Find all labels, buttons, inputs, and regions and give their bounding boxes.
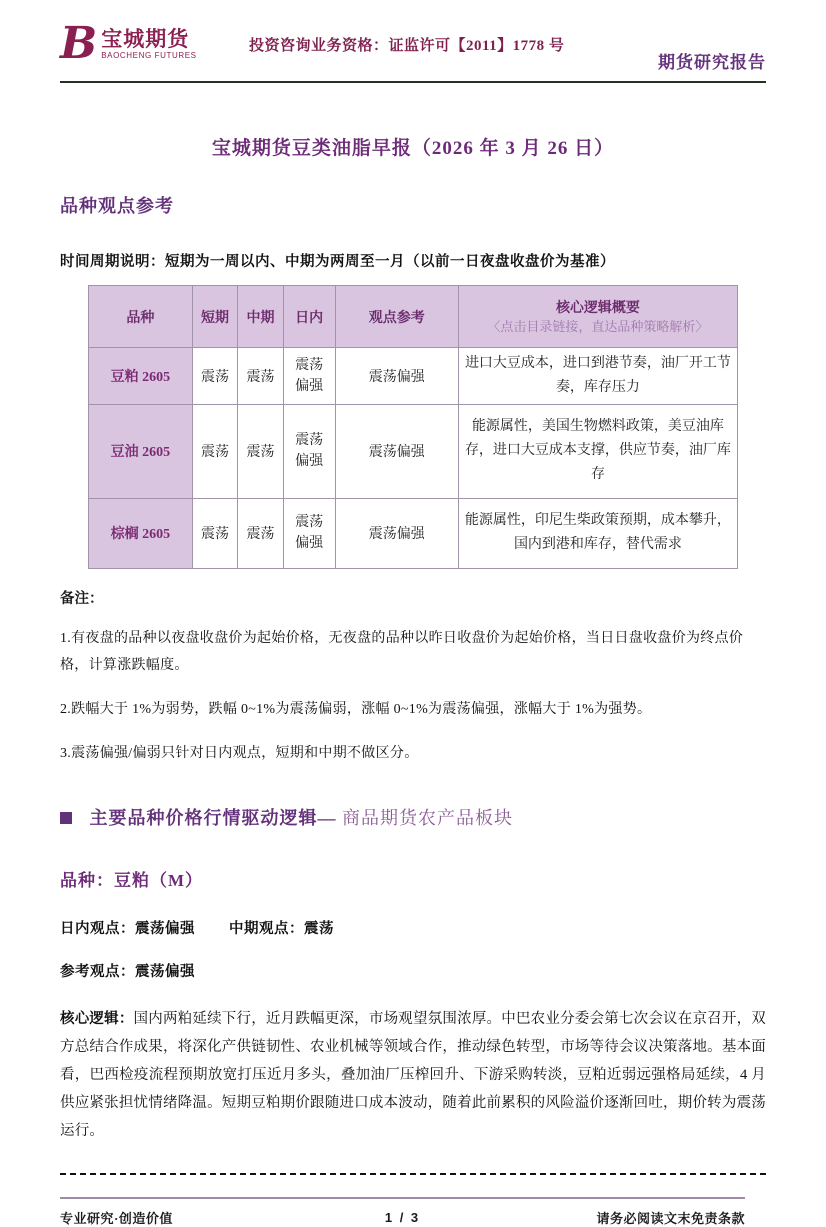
logic-header-title: 核心逻辑概要 [555, 300, 640, 316]
section-heading-views: 品种观点参考 [60, 196, 174, 216]
square-bullet-icon [60, 812, 72, 824]
cell-variety: 棕榈 2605 [89, 498, 193, 568]
remark-item-2: 2.跌幅大于 1%为弱势，跌幅 0~1%为震荡偏弱，涨幅 0~1%为震荡偏强，涨幅大于 1%为强势。 [60, 702, 652, 718]
mid-view-value: 震荡 [304, 920, 334, 937]
table-header-row [89, 286, 738, 348]
reference-value: 震荡偏强 [135, 963, 195, 980]
col-header-intraday: 日内 [283, 286, 335, 348]
cell-short: 震荡 [192, 404, 237, 498]
report-header [60, 18, 766, 73]
intraday-view-value: 震荡偏强 [135, 920, 195, 937]
logo-name-cn: 宝城期货 [101, 27, 190, 51]
reference-line [60, 960, 766, 981]
report-title: 宝城期货豆类油脂早报（2026 年 3 月 26 日） [211, 138, 615, 159]
footer-disclaimer-note: 请务必阅读文末免责条款 [596, 1210, 746, 1226]
page-footer [60, 1208, 745, 1227]
footer-slogan: 专业研究·创造价值 [60, 1210, 173, 1226]
col-header-variety: 品种 [89, 286, 193, 348]
cell-view: 震荡偏强 [335, 498, 458, 568]
company-logo [60, 18, 235, 69]
cell-variety: 豆油 2605 [89, 404, 193, 498]
variety-heading: 品种：豆粕（M） [60, 870, 204, 890]
views-table [88, 285, 738, 569]
col-header-logic [458, 286, 737, 348]
col-header-short: 短期 [192, 286, 237, 348]
mid-view-label: 中期观点： [229, 920, 304, 937]
report-type-label: 期货研究报告 [658, 53, 766, 72]
views-line [60, 917, 766, 938]
cell-mid: 震荡 [238, 498, 283, 568]
table-row [89, 348, 738, 405]
cell-view: 震荡偏强 [335, 404, 458, 498]
remark-item-1: 1.有夜盘的品种以夜盘收盘价为起始价格，无夜盘的品种以昨日收盘价为起始价格，当日日盘收盘价为终点价格，计算涨跌幅度。 [60, 630, 744, 673]
cell-intraday: 震荡偏强 [283, 404, 335, 498]
logo-name-en: BAOCHENG FUTURES [101, 51, 197, 60]
header-divider [60, 81, 766, 83]
table-row [89, 498, 738, 568]
dashed-divider [60, 1173, 766, 1175]
cell-intraday: 震荡偏强 [283, 498, 335, 568]
reference-label: 参考观点： [60, 963, 135, 980]
table-row [89, 404, 738, 498]
cell-mid: 震荡 [238, 404, 283, 498]
remarks-label: 备注： [60, 590, 104, 607]
core-logic-text: 国内两粕延续下行，近月跌幅更深，市场观望氛围浓厚。中巴农业分委会第七次会议在京召开，双方总结合作成果，将深化产供链韧性、农业机械等领域合作，推动绿色转型，市场等待会议决策落地。基本面看，巴西检疫流程预期放宽打压近月多头，叠加油厂压榨回升、下游采购转淡，豆粕近弱远强格局延续，4 月供应紧张担忧情绪降温。短期豆粕期价跟随进口成本波动，随着此前累积的风险溢价逐渐回吐，期价转为震荡运行。 [60, 1010, 766, 1139]
logo-text [101, 27, 196, 61]
cell-intraday: 震荡偏强 [283, 348, 335, 405]
remark-item-3: 3.震荡偏强/偏弱只针对日内观点，短期和中期不做区分。 [60, 746, 419, 762]
cell-view: 震荡偏强 [335, 348, 458, 405]
section-heading-light: 商品期货农产品板块 [342, 807, 513, 828]
cell-variety: 豆粕 2605 [89, 348, 193, 405]
qualification-text: 投资咨询业务资格：证监许可【2011】1778 号 [249, 38, 565, 54]
core-logic-paragraph [60, 1005, 766, 1145]
cell-logic: 进口大豆成本，进口到港节奏，油厂开工节奏，库存压力 [458, 348, 737, 405]
intraday-view-label: 日内观点： [60, 920, 135, 937]
cell-short: 震荡 [192, 348, 237, 405]
cell-short: 震荡 [192, 498, 237, 568]
col-header-view: 观点参考 [335, 286, 458, 348]
cell-logic: 能源属性，印尼生柴政策预期，成本攀升，国内到港和库存，替代需求 [458, 498, 737, 568]
col-header-mid: 中期 [238, 286, 283, 348]
period-note: 时间周期说明：短期为一周以内、中期为两周至一月（以前一日夜盘收盘价为基准） [60, 254, 615, 270]
cell-mid: 震荡 [238, 348, 283, 405]
section-heading-bold: 主要品种价格行情驱动逻辑— [89, 807, 337, 828]
logic-header-link[interactable]: 〈点击目录链接，直达品种策略解析〉 [487, 318, 709, 334]
logo-b-icon: B [60, 18, 98, 69]
page-number: 1 / 3 [384, 1209, 421, 1225]
footer-divider [60, 1197, 745, 1199]
core-logic-label: 核心逻辑： [60, 1010, 134, 1027]
cell-logic: 能源属性，美国生物燃料政策，美豆油库存，进口大豆成本支撑，供应节奏，油厂库存 [458, 404, 737, 498]
section-heading-drivers [60, 804, 766, 830]
